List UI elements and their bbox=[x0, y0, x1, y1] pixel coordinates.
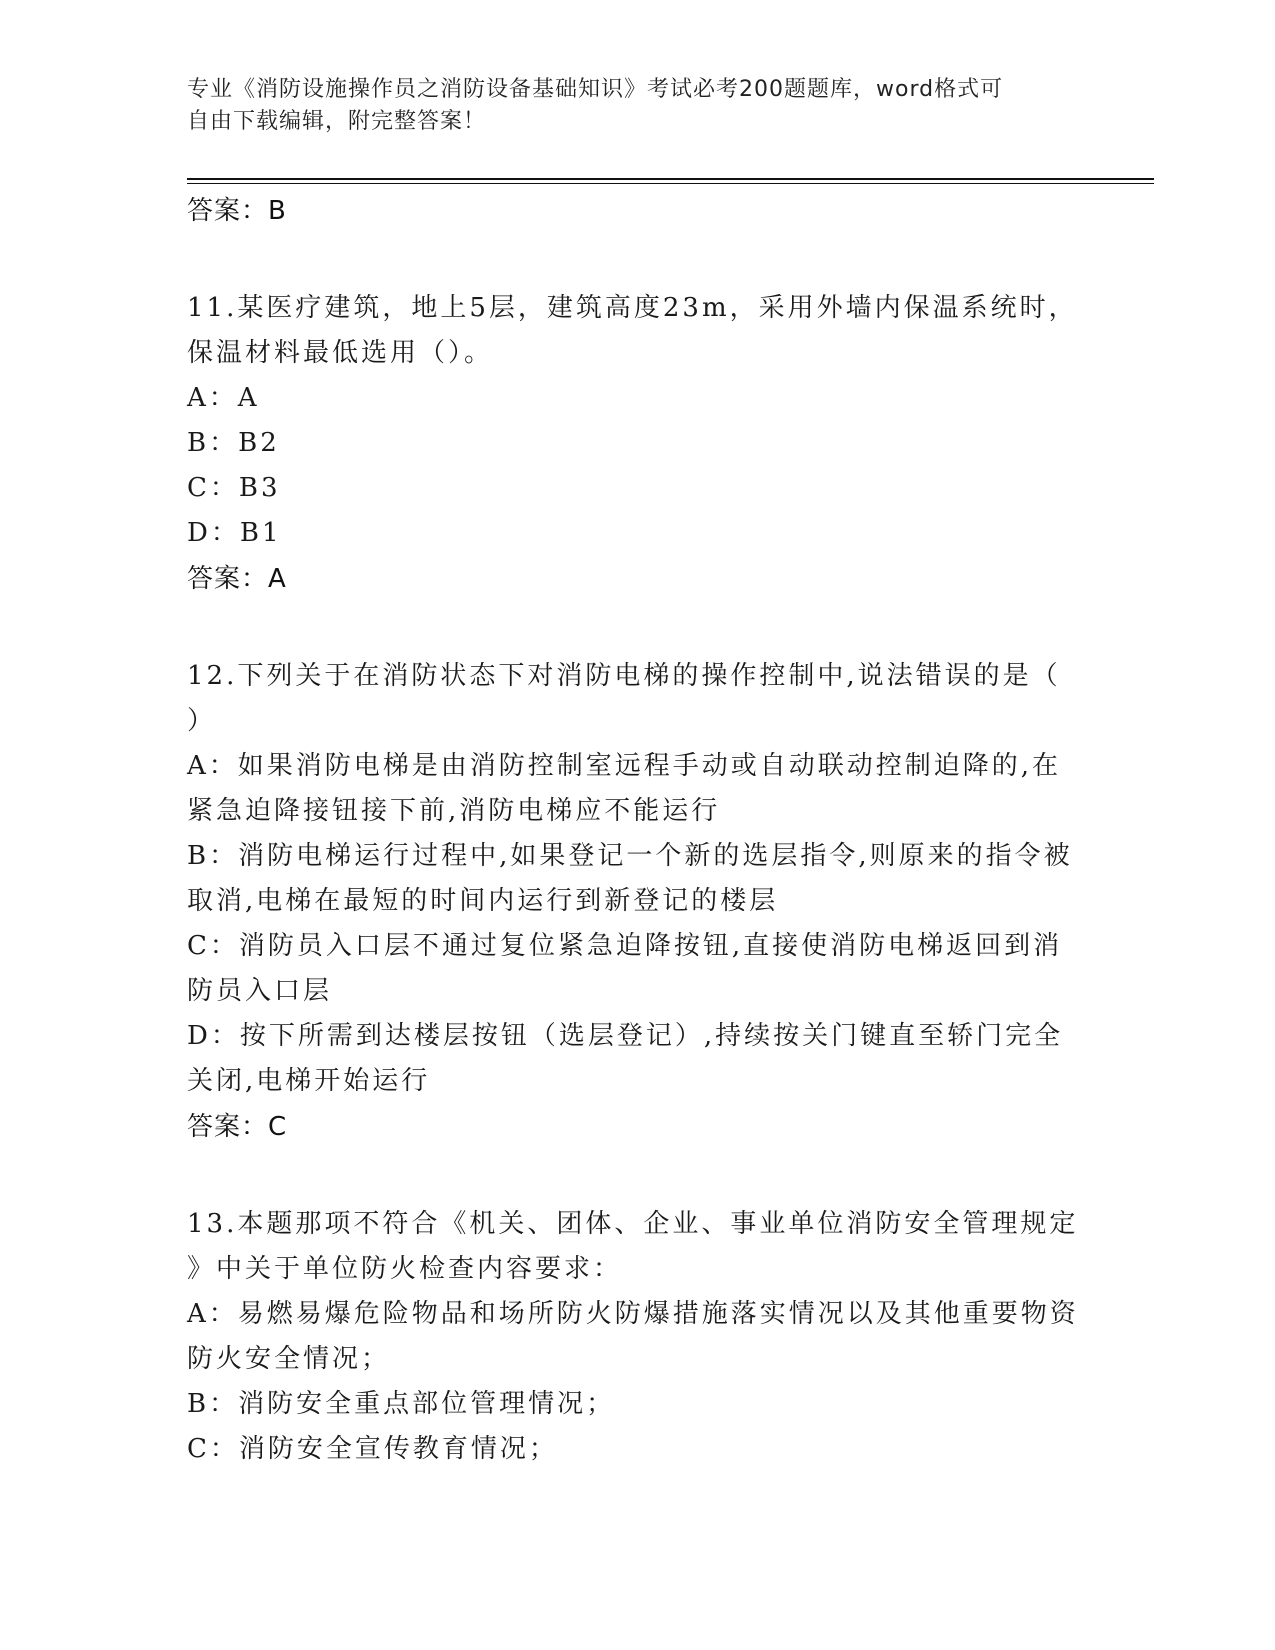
previous-answer: 答案：B bbox=[187, 196, 287, 226]
option-b: B：消防安全重点部位管理情况； bbox=[187, 1389, 616, 1419]
option-b-line-1: B：消防电梯运行过程中,如果登记一个新的选层指令,则原来的指令被 bbox=[187, 841, 1073, 871]
question-text-line: 11.某医疗建筑，地上5层，建筑高度23m，采用外墙内保温系统时， bbox=[187, 293, 1078, 323]
option-d-line-2: 关闭,电梯开始运行 bbox=[187, 1066, 431, 1096]
option-c-line-2: 防员入口层 bbox=[187, 976, 333, 1006]
header-line-1: 专业《消防设施操作员之消防设备基础知识》考试必考200题题库，word格式可 bbox=[187, 77, 1004, 102]
spacer bbox=[187, 1150, 1087, 1202]
answer-line: 答案：A bbox=[187, 564, 287, 594]
question-12 bbox=[187, 654, 1087, 1150]
option-c-line-1: C：消防员入口层不通过复位紧急迫降按钮,直接使消防电梯返回到消 bbox=[187, 931, 1063, 961]
option-a-line-1: A：如果消防电梯是由消防控制室远程手动或自动联动控制迫降的,在 bbox=[187, 751, 1062, 781]
question-13 bbox=[187, 1202, 1087, 1472]
option-a: A：A bbox=[187, 383, 260, 413]
option-c: C：B3 bbox=[187, 473, 281, 503]
question-list bbox=[187, 188, 1087, 1472]
option-a-line-2: 防火安全情况； bbox=[187, 1344, 391, 1374]
option-b-line-2: 取消,电梯在最短的时间内运行到新登记的楼层 bbox=[187, 886, 779, 916]
question-text-line: 》中关于单位防火检查内容要求： bbox=[187, 1254, 623, 1284]
question-text-line: 保温材料最低选用（）。 bbox=[187, 338, 494, 368]
header-divider-thin bbox=[187, 183, 1154, 184]
option-d: D：B1 bbox=[187, 518, 282, 548]
page-header bbox=[187, 74, 1067, 138]
option-b: B：B2 bbox=[187, 428, 280, 458]
option-c: C：消防安全宣传教育情况； bbox=[187, 1434, 558, 1464]
question-text-line: ） bbox=[187, 706, 217, 736]
question-11 bbox=[187, 286, 1087, 602]
spacer bbox=[187, 234, 1087, 286]
option-a-line-2: 紧急迫降接钮接下前,消防电梯应不能运行 bbox=[187, 796, 721, 826]
option-a-line-1: A：易燃易爆危险物品和场所防火防爆措施落实情况以及其他重要物资 bbox=[187, 1299, 1079, 1329]
question-text-line: 13.本题那项不符合《机关、团体、企业、事业单位消防安全管理规定 bbox=[187, 1209, 1079, 1239]
header-divider-thick bbox=[187, 178, 1154, 180]
option-d-line-1: D：按下所需到达楼层按钮（选层登记）,持续按关门键直至轿门完全 bbox=[187, 1021, 1064, 1051]
answer-line: 答案：C bbox=[187, 1112, 288, 1142]
spacer bbox=[187, 602, 1087, 654]
header-line-2: 自由下载编辑，附完整答案！ bbox=[187, 109, 487, 134]
question-text-line: 12.下列关于在消防状态下对消防电梯的操作控制中,说法错误的是（ bbox=[187, 661, 1061, 691]
